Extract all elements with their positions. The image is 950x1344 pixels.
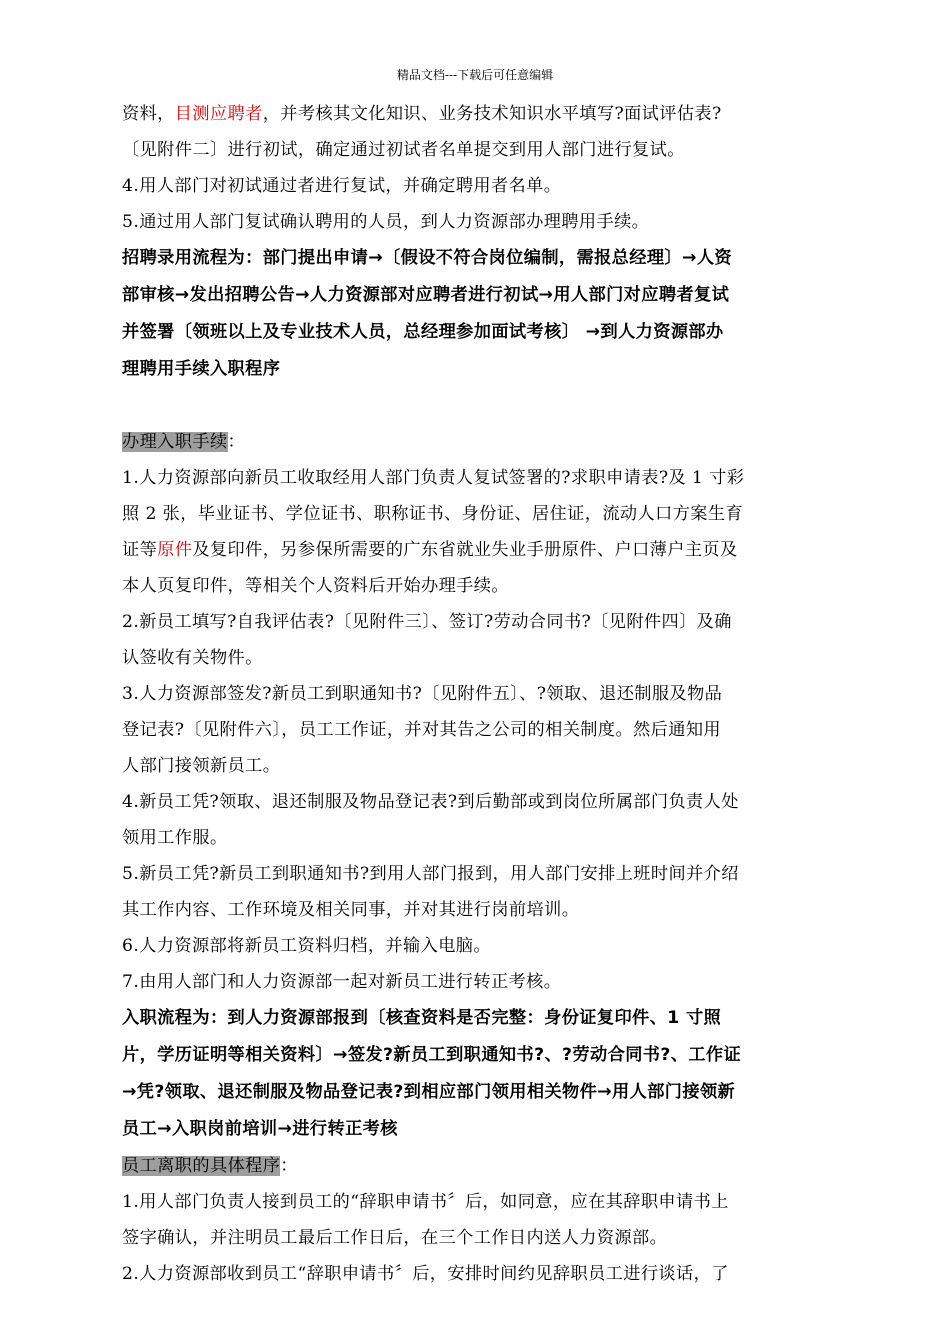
onboard-flow-line: 片，学历证明等相关资料〕→签发?新员工到职通知书?、?劳动合同书?、工作证 xyxy=(122,1045,742,1065)
para-line: 〔见附件二〕进行初试，确定通过初试者名单提交到用人部门进行复试。 xyxy=(122,140,685,160)
para-line: 3.人力资源部签发?新员工到职通知书?〔见附件五〕、?领取、退还制服及物品 xyxy=(122,684,723,704)
para-line: 其工作内容、工作环境及相关同事，并对其进行岗前培训。 xyxy=(122,900,580,920)
document-body xyxy=(122,96,822,1292)
red-text: 原件 xyxy=(157,540,193,560)
para-line: 1.用人部门负责人接到员工的“辞职申请书〞后，如同意，应在其辞职申请书上 xyxy=(122,1192,729,1212)
para-line: 4.新员工凭?领取、退还制服及物品登记表?到后勤部或到岗位所属部门负责人处 xyxy=(122,792,739,812)
para-line: 1.人力资源部向新员工收取经用人部门负责人复试签署的?求职申请表?及 1 寸彩 xyxy=(122,468,745,488)
page-header: 精品文档---下载后可任意编辑 xyxy=(396,68,554,82)
recruit-flow-line: 理聘用手续入职程序 xyxy=(122,359,281,379)
onboard-flow-line: →凭?领取、退还制服及物品登记表?到相应部门领用相关物件→用人部门接领新 xyxy=(122,1082,736,1102)
onboard-heading: 办理入职手续： xyxy=(122,432,246,452)
para-line: 签字确认，并注明员工最后工作日后，在三个工作日内送人力资源部。 xyxy=(122,1228,668,1248)
para-line: 领用工作服。 xyxy=(122,828,228,848)
red-text: 目测应聘者 xyxy=(174,104,263,124)
para-line: 认签收有关物件。 xyxy=(122,648,263,668)
para-line: 2.人力资源部收到员工“辞职申请书〞后，安排时间约见辞职员工进行谈话，了 xyxy=(122,1264,729,1284)
para-line: 6.人力资源部将新员工资料归档，并输入电脑。 xyxy=(122,936,491,956)
para-line: 2.新员工填写?自我评估表?〔见附件三〕、签订?劳动合同书?〔见附件四〕及确 xyxy=(122,612,732,632)
para-line: 5.新员工凭?新员工到职通知书?到用人部门报到，用人部门安排上班时间并介绍 xyxy=(122,864,739,884)
para-line: 照 2 张，毕业证书、学位证书、职称证书、身份证、居住证，流动人口方案生育 xyxy=(122,504,744,524)
blank-line xyxy=(122,388,822,424)
para-line: 证等原件及复印件，另参保所需要的广东省就业失业手册原件、户口薄户主页及 xyxy=(122,540,738,560)
onboard-flow-line: 员工→入职岗前培训→进行转正考核 xyxy=(122,1119,398,1139)
onboard-flow-line: 入职流程为：到人力资源部报到〔核查资料是否完整：身份证复印件、1 寸照 xyxy=(122,1008,722,1028)
para-line: 人部门接领新员工。 xyxy=(122,756,281,776)
para-line: 资料，目测应聘者，并考核其文化知识、业务技术知识水平填写?面试评估表? xyxy=(122,104,722,124)
para-line: 7.由用人部门和人力资源部一起对新员工进行转正考核。 xyxy=(122,972,562,992)
para-line: 5.通过用人部门复试确认聘用的人员，到人力资源部办理聘用手续。 xyxy=(122,212,650,232)
leave-heading: 员工离职的具体程序： xyxy=(122,1156,298,1176)
para-line: 本人页复印件，等相关个人资料后开始办理手续。 xyxy=(122,576,509,596)
para-line: 登记表?〔见附件六〕，员工工作证，并对其告之公司的相关制度。然后通知用 xyxy=(122,720,721,740)
para-line: 4.用人部门对初试通过者进行复试，并确定聘用者名单。 xyxy=(122,176,562,196)
recruit-flow-line: 部审核→发出招聘公告→人力资源部对应聘者进行初试→用人部门对应聘者复试 xyxy=(122,285,730,305)
recruit-flow-line: 招聘录用流程为：部门提出申请→〔假设不符合岗位编制，需报总经理〕→人资 xyxy=(122,248,732,268)
recruit-flow-line: 并签署〔领班以上及专业技术人员，总经理参加面试考核〕 →到人力资源部办 xyxy=(122,322,724,342)
